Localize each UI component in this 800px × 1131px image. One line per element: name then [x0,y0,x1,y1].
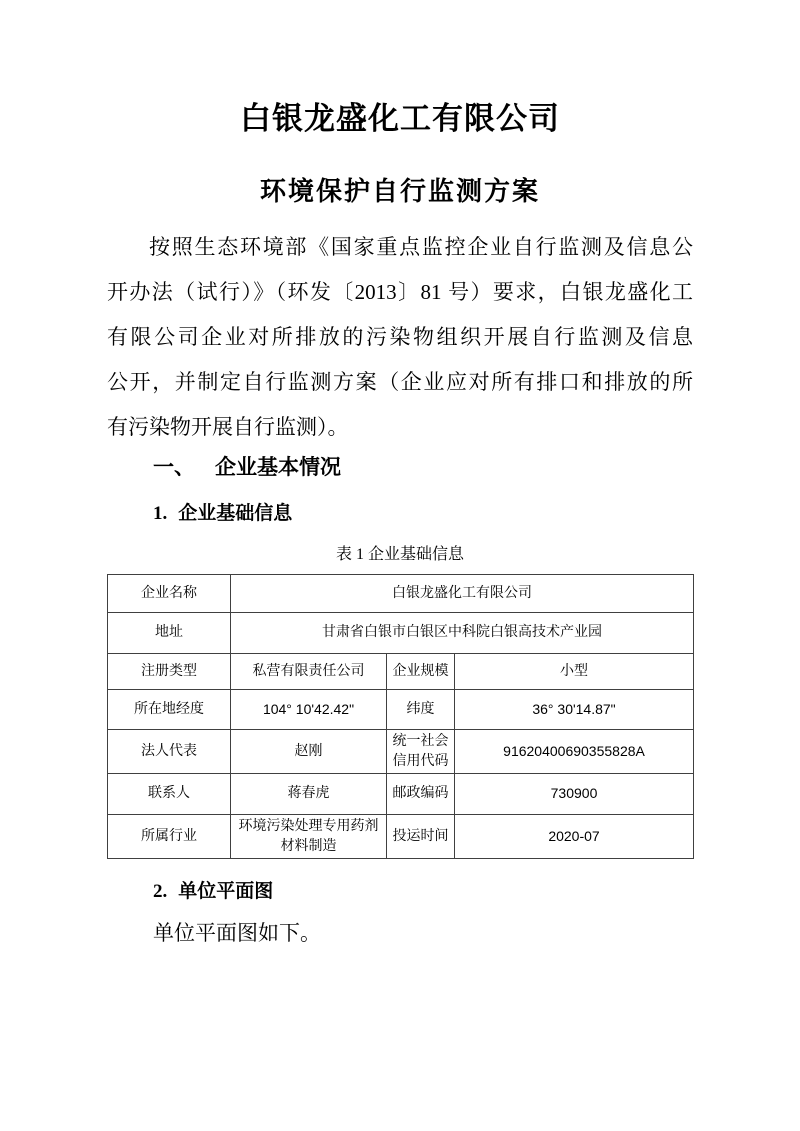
cell-label: 注册类型 [108,654,231,690]
cell-label: 企业规模 [387,654,455,690]
enterprise-info-table [107,574,694,859]
intro-line: 开办法（试行）》（环发〔2013〕81 号）要求，白银龙盛化工 [107,280,693,304]
document-title: 白银龙盛化工有限公司 [240,101,560,136]
cell-value: 赵刚 [231,730,387,774]
cell-label: 所在地经度 [108,690,231,730]
table-row [108,774,694,815]
cell-label: 纬度 [387,690,455,730]
subsection-heading-2 [107,879,693,904]
section-number: 一、 [153,456,195,479]
cell-value: 730900 [455,774,694,815]
cell-label: 企业名称 [108,575,231,613]
table-row [108,730,694,774]
intro-line: 有限公司企业对所排放的污染物组织开展自行监测及信息 [107,325,693,349]
cell-value: 36° 30'14.87" [455,690,694,730]
cell-value: 蒋春虎 [231,774,387,815]
cell-value: 小型 [455,654,694,690]
cell-label: 地址 [108,613,231,654]
intro-paragraph [107,225,693,450]
table-row [108,690,694,730]
subsection-number: 1. [153,503,168,524]
cell-label: 统一社会信用代码 [387,730,455,774]
intro-line: 按照生态环境部《国家重点监控企业自行监测及信息公 [149,235,693,259]
cell-value: 白银龙盛化工有限公司 [231,575,694,613]
table-row [108,575,694,613]
cell-value: 环境污染处理专用药剂材料制造 [231,815,387,859]
table-row [108,613,694,654]
cell-label: 邮政编码 [387,774,455,815]
subsection-number: 2. [153,881,168,903]
table-row [108,815,694,859]
table-caption: 表 1 企业基础信息 [335,546,464,563]
subsection-title: 企业基础信息 [178,503,293,524]
subsection-title: 单位平面图 [178,881,274,903]
cell-label: 投运时间 [387,815,455,859]
cell-value: 私营有限责任公司 [231,654,387,690]
cell-value: 甘肃省白银市白银区中科院白银高技术产业园 [231,613,694,654]
intro-line: 公开，并制定自行监测方案（企业应对所有排口和排放的所 [107,370,693,394]
cell-value: 2020-07 [455,815,694,859]
table-row [108,654,694,690]
cell-label: 所属行业 [108,815,231,859]
cell-label: 法人代表 [108,730,231,774]
document-subtitle: 环境保护自行监测方案 [259,176,540,206]
cell-value: 91620400690355828A [455,730,694,774]
section-title: 企业基本情况 [215,456,341,479]
closing-sentence: 单位平面图如下。 [153,921,321,946]
cell-value: 104° 10'42.42" [231,690,387,730]
section-heading-1 [107,454,693,481]
intro-line: 有污染物开展自行监测）。 [107,415,349,439]
cell-label: 联系人 [108,774,231,815]
subsection-heading-1 [107,501,693,526]
